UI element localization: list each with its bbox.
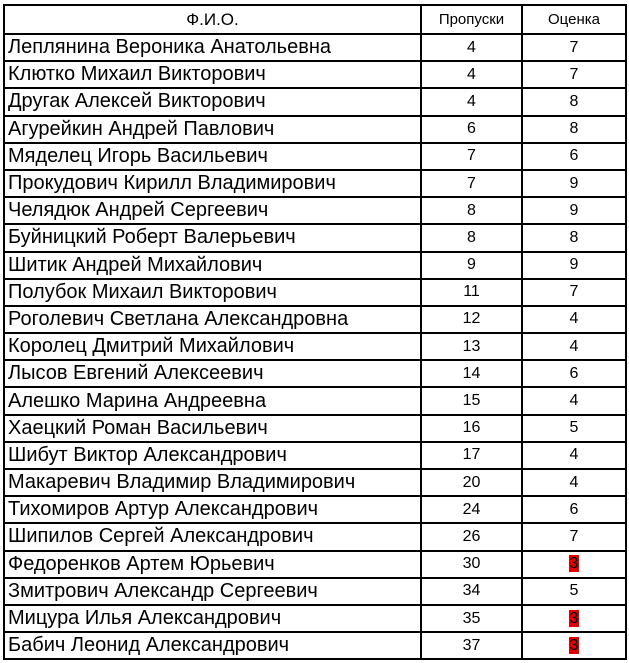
grade-cell bbox=[522, 469, 626, 496]
grade-value: 7 bbox=[569, 38, 579, 56]
grade-cell bbox=[522, 116, 626, 143]
grade-value: 4 bbox=[569, 310, 579, 328]
absences-cell: 6 bbox=[421, 116, 522, 143]
student-name: Мицура Илья Александрович bbox=[4, 605, 421, 632]
table-row bbox=[4, 170, 626, 197]
grade-cell bbox=[522, 61, 626, 88]
table-row bbox=[4, 496, 626, 523]
absences-cell: 7 bbox=[421, 170, 522, 197]
student-name: Шипилов Сергей Александрович bbox=[4, 523, 421, 550]
absences-cell: 13 bbox=[421, 333, 522, 360]
grade-cell bbox=[522, 34, 626, 61]
student-name: Другак Алексей Викторович bbox=[4, 88, 421, 115]
absences-cell: 30 bbox=[421, 551, 522, 578]
table-row bbox=[4, 387, 626, 414]
grade-value: 4 bbox=[569, 446, 579, 464]
student-name: Полубок Михаил Викторович bbox=[4, 279, 421, 306]
table-row bbox=[4, 578, 626, 605]
grade-cell bbox=[522, 197, 626, 224]
student-name: Шибут Виктор Александрович bbox=[4, 442, 421, 469]
grade-cell bbox=[522, 578, 626, 605]
table-row bbox=[4, 306, 626, 333]
grade-cell bbox=[522, 360, 626, 387]
grade-value: 8 bbox=[569, 120, 579, 138]
grade-value: 4 bbox=[569, 392, 579, 410]
grade-cell bbox=[522, 88, 626, 115]
table-row bbox=[4, 61, 626, 88]
absences-cell: 4 bbox=[421, 88, 522, 115]
grade-value: 6 bbox=[569, 147, 579, 165]
student-name: Леплянина Вероника Анатольевна bbox=[4, 34, 421, 61]
absences-cell: 8 bbox=[421, 224, 522, 251]
table-row bbox=[4, 469, 626, 496]
grade-cell bbox=[522, 632, 626, 659]
absences-cell: 37 bbox=[421, 632, 522, 659]
absences-cell: 7 bbox=[421, 143, 522, 170]
student-name: Хаецкий Роман Васильевич bbox=[4, 415, 421, 442]
table-row bbox=[4, 360, 626, 387]
table-row bbox=[4, 252, 626, 279]
low-grade-badge: 3 bbox=[569, 609, 579, 627]
grade-cell bbox=[522, 333, 626, 360]
grade-value: 5 bbox=[569, 419, 579, 437]
grade-value: 6 bbox=[569, 500, 579, 518]
table-row bbox=[4, 415, 626, 442]
student-name: Тихомиров Артур Александрович bbox=[4, 496, 421, 523]
table-row bbox=[4, 279, 626, 306]
table-body bbox=[4, 34, 626, 659]
absences-cell: 14 bbox=[421, 360, 522, 387]
students-table bbox=[3, 4, 627, 660]
grade-cell bbox=[522, 224, 626, 251]
absences-cell: 20 bbox=[421, 469, 522, 496]
table-row bbox=[4, 442, 626, 469]
grade-value: 9 bbox=[569, 174, 579, 192]
student-name: Алешко Марина Андреевна bbox=[4, 387, 421, 414]
absences-cell: 26 bbox=[421, 523, 522, 550]
table-row bbox=[4, 523, 626, 550]
grade-value: 7 bbox=[569, 283, 579, 301]
student-name: Роголевич Светлана Александровна bbox=[4, 306, 421, 333]
student-name: Шитик Андрей Михайлович bbox=[4, 252, 421, 279]
table-row bbox=[4, 632, 626, 659]
table-row bbox=[4, 605, 626, 632]
student-name: Мяделец Игорь Васильевич bbox=[4, 143, 421, 170]
absences-cell: 8 bbox=[421, 197, 522, 224]
absences-cell: 15 bbox=[421, 387, 522, 414]
absences-cell: 12 bbox=[421, 306, 522, 333]
student-name: Федоренков Артем Юрьевич bbox=[4, 551, 421, 578]
grade-value: 5 bbox=[569, 582, 579, 600]
student-name: Змитрович Александр Сергеевич bbox=[4, 578, 421, 605]
absences-cell: 9 bbox=[421, 252, 522, 279]
grade-cell bbox=[522, 306, 626, 333]
absences-cell: 16 bbox=[421, 415, 522, 442]
table-row bbox=[4, 197, 626, 224]
student-name: Челядюк Андрей Сергеевич bbox=[4, 197, 421, 224]
grade-value: 4 bbox=[569, 337, 579, 355]
absences-cell: 4 bbox=[421, 61, 522, 88]
absences-cell: 34 bbox=[421, 578, 522, 605]
student-name: Королец Дмитрий Михайлович bbox=[4, 333, 421, 360]
grade-value: 8 bbox=[569, 92, 579, 110]
student-name: Прокудович Кирилл Владимирович bbox=[4, 170, 421, 197]
grade-value: 7 bbox=[569, 527, 579, 545]
table-row bbox=[4, 224, 626, 251]
absences-cell: 24 bbox=[421, 496, 522, 523]
low-grade-badge: 3 bbox=[569, 636, 579, 654]
table-row bbox=[4, 88, 626, 115]
table-row bbox=[4, 34, 626, 61]
student-name: Лысов Евгений Алексеевич bbox=[4, 360, 421, 387]
grade-cell bbox=[522, 551, 626, 578]
student-name: Агурейкин Андрей Павлович bbox=[4, 116, 421, 143]
table-row bbox=[4, 116, 626, 143]
grade-cell bbox=[522, 170, 626, 197]
grade-value: 8 bbox=[569, 228, 579, 246]
absences-cell: 35 bbox=[421, 605, 522, 632]
table-row bbox=[4, 333, 626, 360]
header-row bbox=[4, 5, 626, 34]
grade-cell bbox=[522, 252, 626, 279]
student-name: Макаревич Владимир Владимирович bbox=[4, 469, 421, 496]
grade-cell bbox=[522, 605, 626, 632]
absences-cell: 17 bbox=[421, 442, 522, 469]
student-name: Клютко Михаил Викторович bbox=[4, 61, 421, 88]
grade-value: 9 bbox=[569, 256, 579, 274]
grade-cell bbox=[522, 415, 626, 442]
grade-cell bbox=[522, 442, 626, 469]
grade-cell bbox=[522, 523, 626, 550]
student-name: Буйницкий Роберт Валерьевич bbox=[4, 224, 421, 251]
header-absences: Пропуски bbox=[421, 5, 522, 34]
header-grade: Оценка bbox=[522, 5, 626, 34]
grade-value: 6 bbox=[569, 364, 579, 382]
grade-cell bbox=[522, 496, 626, 523]
grade-value: 4 bbox=[569, 473, 579, 491]
grade-cell bbox=[522, 279, 626, 306]
grade-value: 7 bbox=[569, 65, 579, 83]
header-name: Ф.И.О. bbox=[4, 5, 421, 34]
table-row bbox=[4, 551, 626, 578]
absences-cell: 4 bbox=[421, 34, 522, 61]
grade-cell bbox=[522, 387, 626, 414]
student-name: Бабич Леонид Александрович bbox=[4, 632, 421, 659]
absences-cell: 11 bbox=[421, 279, 522, 306]
grade-value: 9 bbox=[569, 201, 579, 219]
table-row bbox=[4, 143, 626, 170]
low-grade-badge: 3 bbox=[569, 555, 579, 573]
grade-cell bbox=[522, 143, 626, 170]
